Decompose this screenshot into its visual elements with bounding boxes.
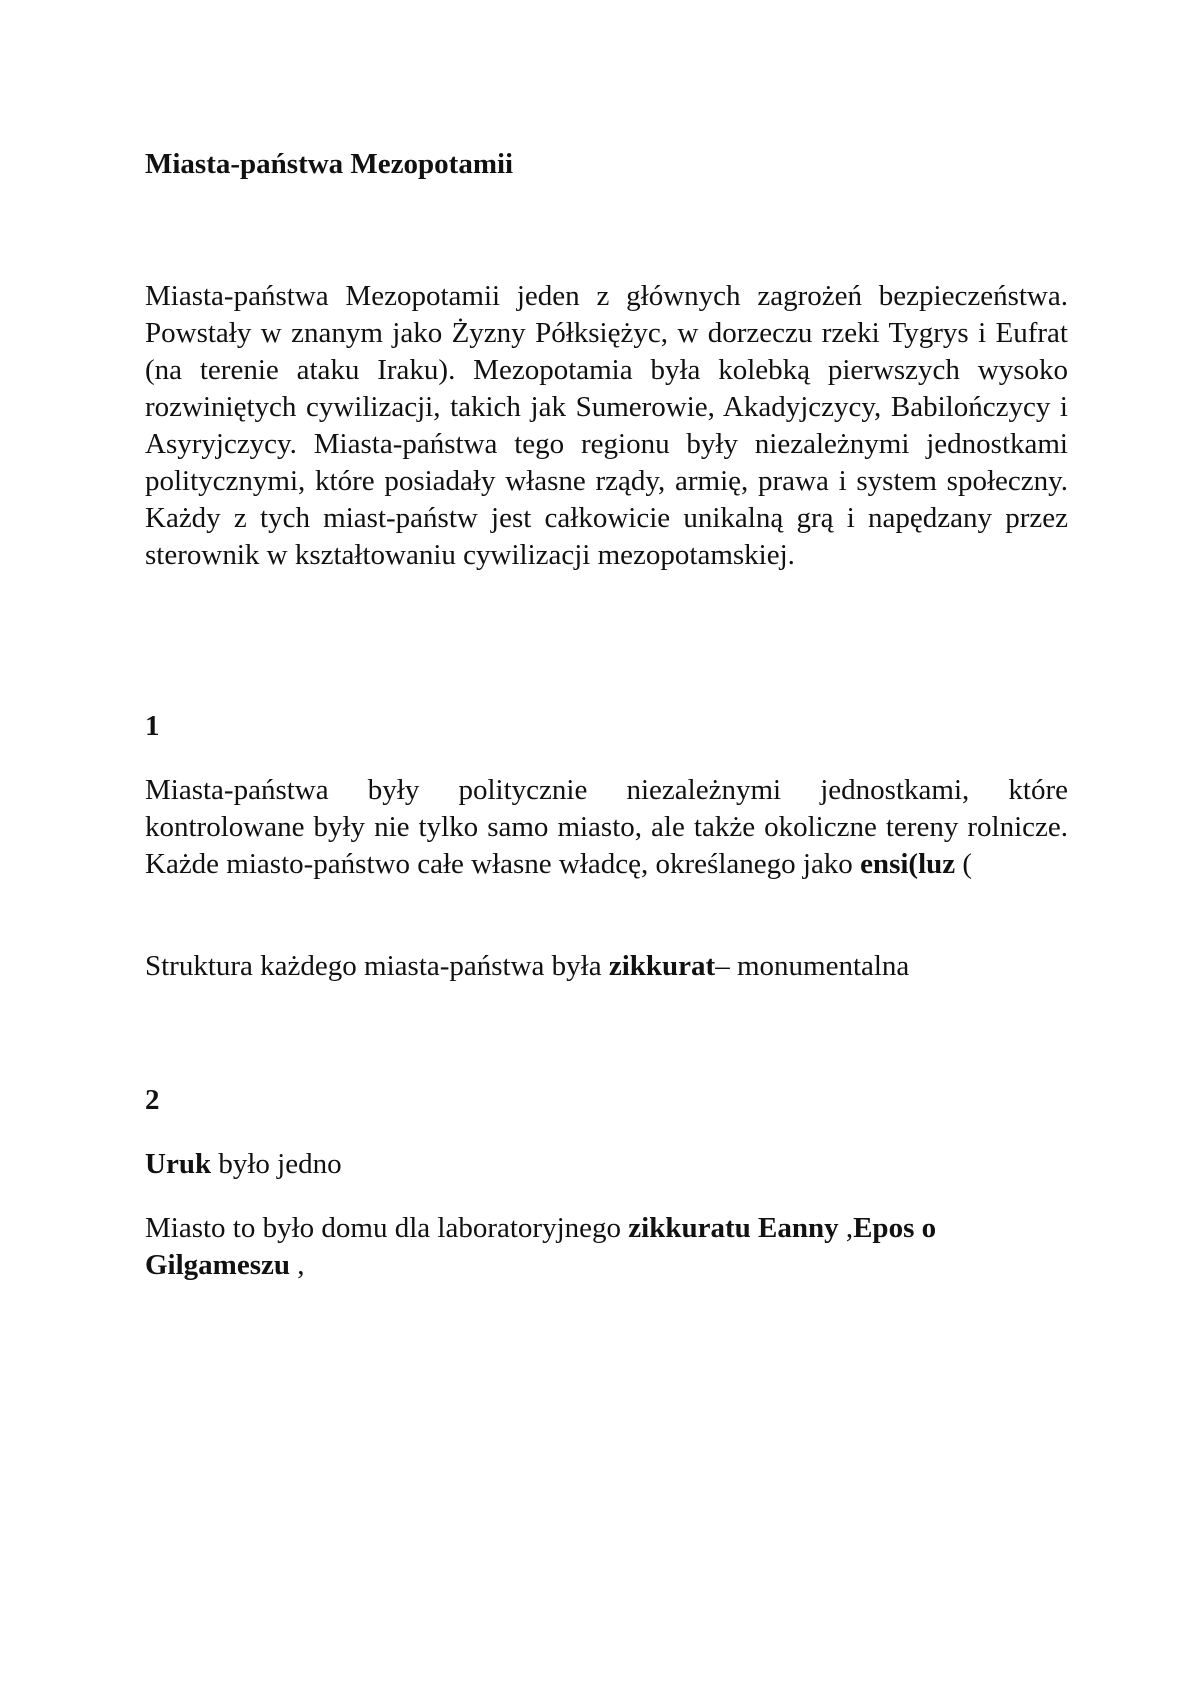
city-text: Miasto to było domu dla laboratoryjnego [145, 1212, 629, 1244]
ensi-term: ensi(luz [860, 848, 956, 880]
uruk-term: Uruk [145, 1148, 212, 1180]
uruk-paragraph [145, 1146, 1068, 1183]
city-paragraph [145, 1210, 1068, 1284]
structure-tail: – monumentalna [715, 950, 910, 982]
section-number-2: 2 [145, 1084, 160, 1116]
intro-paragraph: Miasta-państwa Mezopotamii jeden z głównych zagrożeń bezpieczeństwa. Powstały w znanym jako Żyzny Półksiężyc, w dorzeczu rzeki Tygrys i Eufrat (na terenie ataku Iraku). Mezopotamia była kolebką pierwszych wysoko rozwiniętych cywilizacji, takich jak Sumerowie, Akadyjczycy, Babilończycy i Asyryjczycy. Miasta-państwa tego regionu były niezależnymi jednostkami politycznymi, które posiadały własne rządy, armię, prawa i system społeczny. Każdy z tych miast-państw jest całkowicie unikalną grą i napędzany przez sterownik w kształtowaniu cywilizacji mezopotamskiej. [145, 280, 1068, 571]
city-tail: , [290, 1249, 305, 1281]
uruk-tail: było jedno [211, 1148, 342, 1180]
section-1-paragraph [145, 772, 1068, 883]
section-1-paragraph-text: Miasta-państwa były politycznie niezależnymi jednostkami, które kontrolowane były nie tylko samo miasto, ale także okoliczne tereny rolnicze. Każde miasto-państwo całe własne władcę, określanego jako [145, 774, 1068, 880]
document-title: Miasta-państwa Mezopotamii [145, 148, 514, 180]
zikkurat-term: zikkurat [608, 950, 716, 982]
section-1-paragraph-tail: ( [955, 848, 973, 880]
city-mid: , [838, 1212, 854, 1244]
section-number-1: 1 [145, 710, 160, 742]
eanna-term: zikkuratu Eanny [628, 1212, 839, 1244]
structure-text: Struktura każdego miasta-państwa była [145, 950, 609, 982]
gilgamesh-term: Epos o Gilgameszu [145, 1212, 937, 1281]
structure-paragraph [145, 948, 1068, 985]
